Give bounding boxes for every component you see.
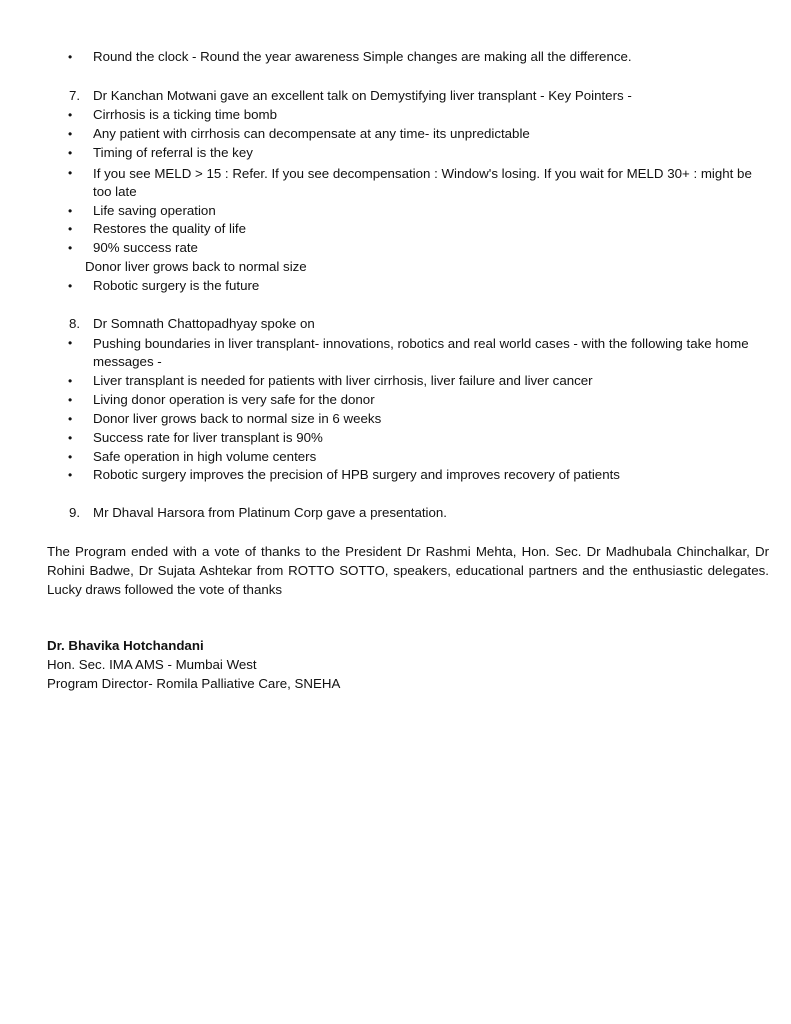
bullet-icon: • bbox=[68, 279, 73, 293]
bullet-icon: • bbox=[68, 412, 73, 426]
bullet-icon: • bbox=[68, 146, 73, 160]
item7-bullet: Any patient with cirrhosis can decompensate at any time- its unpredictable bbox=[93, 126, 530, 141]
item7-number: 7. bbox=[69, 88, 81, 103]
item8-bullet: Living donor operation is very safe for the donor bbox=[93, 392, 375, 407]
signature-name: Dr. Bhavika Hotchandani bbox=[47, 638, 204, 653]
item8-bullet: Safe operation in high volume centers bbox=[93, 449, 317, 464]
item9-number: 9. bbox=[69, 505, 81, 520]
item8-heading: Dr Somnath Chattopadhyay spoke on bbox=[93, 316, 315, 331]
bullet-icon: • bbox=[68, 166, 73, 180]
bullet-icon: • bbox=[68, 450, 73, 464]
item8-bullet: Liver transplant is needed for patients with liver cirrhosis, liver failure and liver cancer bbox=[93, 373, 593, 388]
item7-last-bullet: Robotic surgery is the future bbox=[93, 278, 260, 293]
bullet-icon: • bbox=[68, 468, 73, 482]
item7-bullet: If you see MELD > 15 : Refer. If you see decompensation : Window's losing. If you wait for MELD 30+ : might be too late bbox=[93, 166, 752, 199]
closing-paragraph: The Program ended with a vote of thanks to the President Dr Rashmi Mehta, Hon. Sec. Dr Madhubala Chinchalkar, Dr Rohini Badwe, Dr Sujata Ashtekar from ROTTO SOTTO, speakers, educational partners and the enthusiastic delegates. Lucky draws followed the vote of thanks bbox=[47, 544, 769, 597]
bullet-icon: • bbox=[68, 374, 73, 388]
bullet-icon: • bbox=[68, 241, 73, 255]
item8-bullet: Pushing boundaries in liver transplant- innovations, robotics and real world cases - with the following take home messages - bbox=[93, 336, 749, 369]
signature-title-2: Program Director- Romila Palliative Care, SNEHA bbox=[47, 676, 341, 691]
item7-heading: Dr Kanchan Motwani gave an excellent talk on Demystifying liver transplant - Key Pointers - bbox=[93, 88, 632, 103]
bullet-icon: • bbox=[68, 108, 73, 122]
item8-bullet: Robotic surgery improves the precision of HPB surgery and improves recovery of patients bbox=[93, 467, 620, 482]
bullet-icon: • bbox=[68, 222, 73, 236]
item8-number: 8. bbox=[69, 316, 81, 331]
bullet-icon: • bbox=[68, 127, 73, 141]
item7-indented-line: Donor liver grows back to normal size bbox=[85, 259, 307, 274]
item9-text: Mr Dhaval Harsora from Platinum Corp gave a presentation. bbox=[93, 505, 447, 520]
signature-title-1: Hon. Sec. IMA AMS - Mumbai West bbox=[47, 657, 257, 672]
item7-bullet: Cirrhosis is a ticking time bomb bbox=[93, 107, 277, 122]
bullet-icon: • bbox=[68, 50, 73, 64]
bullet-icon: • bbox=[68, 204, 73, 218]
bullet-icon: • bbox=[68, 393, 73, 407]
item7-bullet: Timing of referral is the key bbox=[93, 145, 253, 160]
item7-bullet: 90% success rate bbox=[93, 240, 198, 255]
bullet-icon: • bbox=[68, 431, 73, 445]
bullet-icon: • bbox=[68, 336, 73, 350]
item7-bullet: Life saving operation bbox=[93, 203, 216, 218]
item8-bullet: Donor liver grows back to normal size in 6 weeks bbox=[93, 411, 382, 426]
item7-bullet: Restores the quality of life bbox=[93, 221, 246, 236]
item8-bullet: Success rate for liver transplant is 90% bbox=[93, 430, 323, 445]
top-bullet-text: Round the clock - Round the year awareness Simple changes are making all the difference. bbox=[93, 49, 632, 64]
